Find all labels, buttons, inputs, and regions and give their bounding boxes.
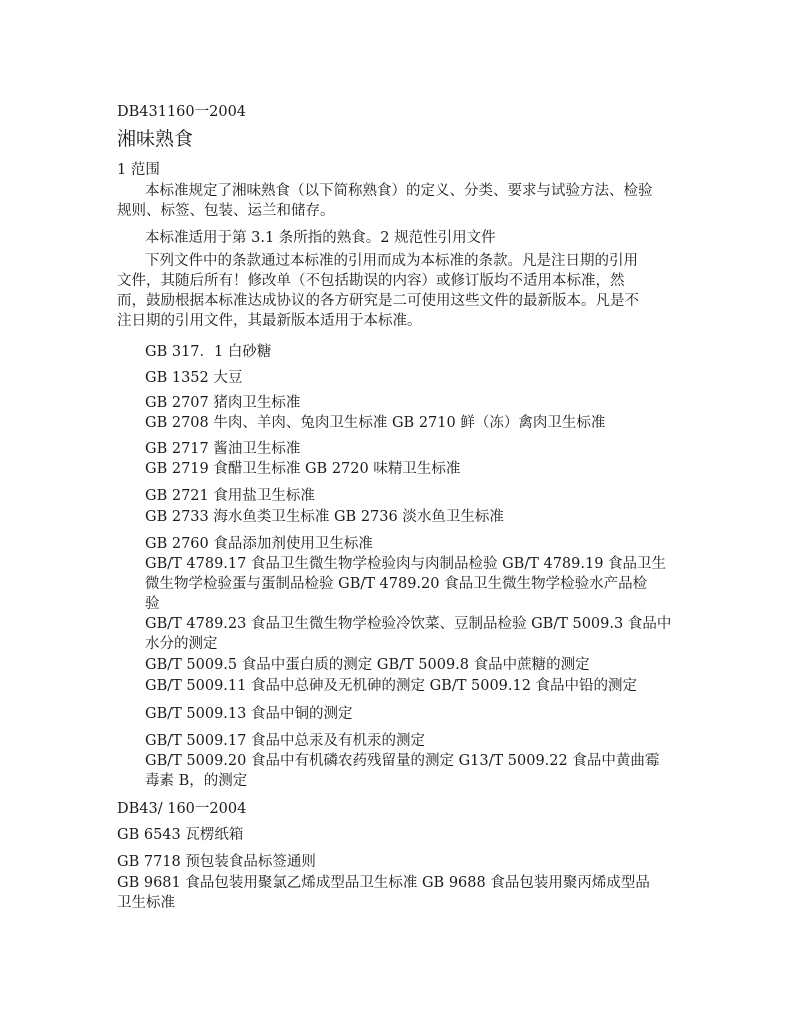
doc-number: DB431160一2004 (117, 104, 247, 120)
paragraph-line: 下列文件中的条款通过本标准的引用而成为本标准的条款。凡是注日期的引用 (145, 253, 638, 269)
paragraph-line: 注日期的引用文件，其最新版本适用于本标准。 (117, 313, 422, 329)
doc-title: 湘味熟食 (117, 128, 194, 150)
reference-item: GB/T 4789.23 食品卫生微生物学检验冷饮菜、豆制品检验 GB/T 5009.3 食品中 (145, 616, 672, 632)
reference-item: GB 6543 瓦楞纸箱 (117, 827, 244, 843)
paragraph-line: 本标准规定了湘味熟食（以下简称熟食）的定义、分类、要求与试验方法、检验 (145, 183, 653, 199)
paragraph-line: 而，鼓励根据本标准达成协议的各方研究是二可使用这些文件的最新版本。凡是不 (117, 293, 639, 309)
reference-item: GB 2717 酱油卫生标准 (145, 441, 301, 457)
reference-item: GB 1352 大豆 (145, 370, 243, 386)
paragraph-line: 文件，其随后所有！修改单（不包括勘误的内容）或修订版均不适用本标准，然 (117, 273, 625, 289)
reference-item: GB 2719 食醋卫生标准 GB 2720 味精卫生标准 (145, 461, 461, 477)
reference-item: GB/T 5009.5 食品中蛋白质的测定 GB/T 5009.8 食品中蔗糖的测定 (145, 657, 590, 673)
paragraph-line: 本标准适用于第 3.1 条所指的熟食。2 规范性引用文件 (145, 230, 496, 246)
section-heading-scope: 1 范围 (117, 162, 160, 178)
reference-item: GB 2733 海水鱼类卫生标准 GB 2736 淡水鱼卫生标准 (145, 509, 504, 525)
reference-item: GB/T 5009.13 食品中铜的测定 (145, 706, 353, 722)
reference-item: GB 9681 食品包装用聚氯乙烯成型品卫生标准 GB 9688 食品包装用聚丙烯成型品 (117, 875, 650, 891)
reference-item: GB/T 5009.11 食品中总砷及无机砷的测定 GB/T 5009.12 食品中铅的测定 (145, 678, 638, 694)
reference-item: GB 2707 猪肉卫生标准 (145, 395, 301, 411)
reference-item: GB/T 5009.17 食品中总汞及有机汞的测定 (145, 733, 425, 749)
reference-item: 微生物学检验蛋与蛋制品检验 GB/T 4789.20 食品卫生微生物学检验水产品检 (145, 576, 648, 592)
paragraph-line: 规则、标签、包装、运兰和储存。 (117, 203, 335, 219)
reference-item: GB 2760 食品添加剂使用卫生标准 (145, 536, 373, 552)
reference-item: GB 317．1 白砂糖 (145, 344, 272, 360)
reference-item: GB 2721 食用盐卫生标准 (145, 488, 315, 504)
reference-item: 验 (145, 596, 160, 612)
reference-item: 毒素 B，的测定 (145, 773, 248, 789)
reference-item: GB 7718 预包装食品标签通则 (117, 854, 316, 870)
reference-item: GB 2708 牛肉、羊肉、兔肉卫生标准 GB 2710 鲜（冻）禽肉卫生标准 (145, 415, 606, 431)
reference-item: GB/T 5009.20 食品中有机磷农药残留量的测定 G13/T 5009.22 食品中黄曲霉 (145, 753, 660, 769)
reference-item: 卫生标准 (117, 895, 175, 911)
reference-item: 水分的测定 (145, 636, 218, 652)
doc-number-repeat: DB43/ 160一2004 (117, 801, 247, 817)
reference-item: GB/T 4789.17 食品卫生微生物学检验肉与肉制品检验 GB/T 4789.19 食品卫生 (145, 556, 667, 572)
